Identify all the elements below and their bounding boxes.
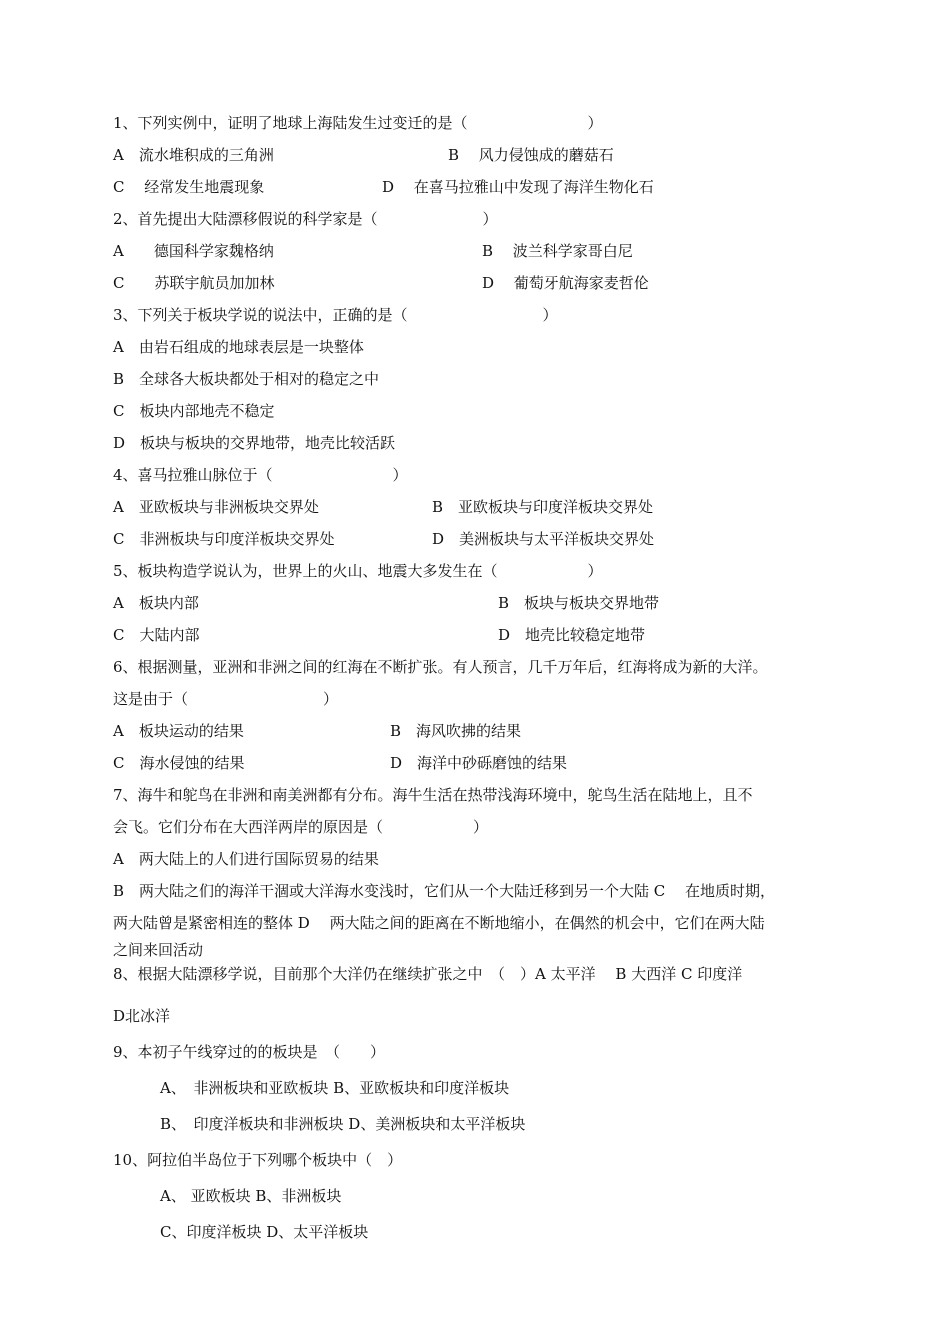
question-6-stem-line-2: 这是由于（ ） (113, 690, 339, 708)
question-9-option-line-1: A、 非洲板块和亚欧板块 B、亚欧板块和印度洋板块 (160, 1079, 510, 1097)
question-5-option-d: D 地壳比较稳定地带 (498, 626, 646, 644)
question-3-stem: 3、下列关于板块学说的说法中，正确的是（ ） (113, 306, 558, 324)
question-4-option-a: A 亚欧板块与非洲板块交界处 (113, 498, 319, 516)
question-7-option-line-3: 两大陆曾是紧密相连的整体 D 两大陆之间的距离在不断地缩小，在偶然的机会中，它们在两大陆 (113, 914, 765, 932)
question-7-option-line-1: A 两大陆上的人们进行国际贸易的结果 (113, 850, 379, 868)
question-5-option-b: B 板块与板块交界地带 (498, 594, 660, 612)
question-4-option-d: D 美洲板块与太平洋板块交界处 (432, 530, 655, 548)
question-5-option-c: C 大陆内部 (113, 626, 200, 644)
question-9-stem: 9、本初子午线穿过的的板块是 （ ） (113, 1043, 386, 1061)
question-7-option-line-2: B 两大陆之们的海洋干涸或大洋海水变浅时，它们从一个大陆迁移到另一个大陆 C 在地质时期， (113, 882, 776, 900)
question-7-option-line-4: 之间来回活动 (113, 941, 204, 959)
question-7-stem-line-2: 会飞。它们分布在大西洋两岸的原因是（ ） (113, 818, 489, 836)
question-2-option-a: A 德国科学家魏格纳 (113, 242, 274, 260)
question-6-option-a: A 板块运动的结果 (113, 722, 244, 740)
question-5-stem: 5、板块构造学说认为，世界上的火山、地震大多发生在（ ） (113, 562, 603, 580)
question-9-option-line-2: B、 印度洋板块和非洲板块 D、美洲板块和太平洋板块 (160, 1115, 526, 1133)
question-3-option-d: D 板块与板块的交界地带，地壳比较活跃 (113, 434, 396, 452)
question-6-option-c: C 海水侵蚀的结果 (113, 754, 245, 772)
question-2-option-b: B 波兰科学家哥白尼 (482, 242, 633, 260)
question-8-line-1: 8、根据大陆漂移学说，目前那个大洋仍在继续扩张之中 （ ）A 太平洋 B 大西洋 C 印度洋 (113, 965, 743, 983)
question-1-option-b: B 风力侵蚀成的蘑菇石 (448, 146, 614, 164)
question-8-line-2: D北冰洋 (113, 1007, 171, 1025)
question-4-stem: 4、喜马拉雅山脉位于（ ） (113, 466, 408, 484)
question-6-option-d: D 海洋中砂砾磨蚀的结果 (390, 754, 568, 772)
question-10-option-line-2: C、印度洋板块 D、太平洋板块 (160, 1223, 369, 1241)
question-7-stem-line-1: 7、海牛和鸵鸟在非洲和南美洲都有分布。海牛生活在热带浅海环境中，鸵鸟生活在陆地上，且不 (113, 786, 753, 804)
question-1-stem: 1、下列实例中，证明了地球上海陆发生过变迁的是（ ） (113, 114, 603, 132)
question-10-stem: 10、阿拉伯半岛位于下列哪个板块中（ ） (113, 1151, 403, 1169)
question-3-option-c: C 板块内部地壳不稳定 (113, 402, 275, 420)
question-4-option-b: B 亚欧板块与印度洋板块交界处 (432, 498, 654, 516)
question-4-option-c: C 非洲板块与印度洋板块交界处 (113, 530, 335, 548)
question-2-stem: 2、首先提出大陆漂移假说的科学家是（ ） (113, 210, 498, 228)
question-2-option-d: D 葡萄牙航海家麦哲伦 (482, 274, 649, 292)
question-1-option-d: D 在喜马拉雅山中发现了海洋生物化石 (382, 178, 654, 196)
question-5-option-a: A 板块内部 (113, 594, 199, 612)
question-2-option-c: C 苏联宇航员加加林 (113, 274, 275, 292)
question-6-option-b: B 海风吹拂的结果 (390, 722, 522, 740)
question-1-option-c: C 经常发生地震现象 (113, 178, 265, 196)
question-6-stem-line-1: 6、根据测量，亚洲和非洲之间的红海在不断扩张。有人预言，几千万年后，红海将成为新的大洋。 (113, 658, 768, 676)
question-3-option-b: B 全球各大板块都处于相对的稳定之中 (113, 370, 380, 388)
question-1-option-a: A 流水堆积成的三角洲 (113, 146, 274, 164)
question-3-option-a: A 由岩石组成的地球表层是一块整体 (113, 338, 364, 356)
question-10-option-line-1: A、 亚欧板块 B、非洲板块 (160, 1187, 342, 1205)
